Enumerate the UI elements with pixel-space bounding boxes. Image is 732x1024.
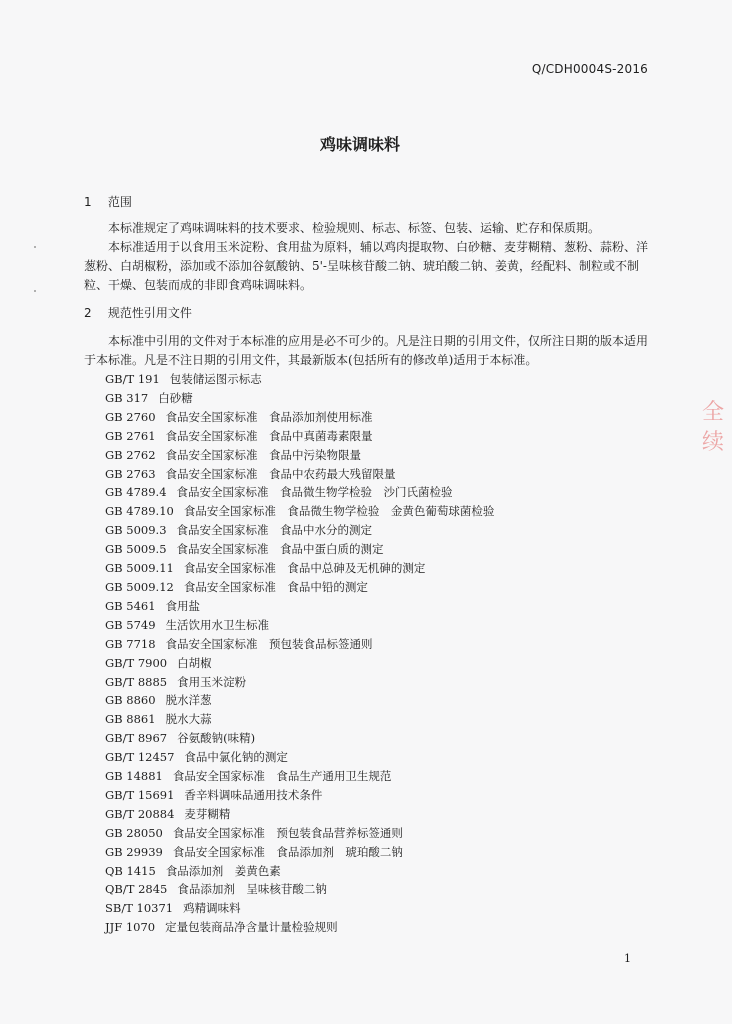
reference-title: 食品安全国家标准 食品中水分的测定 — [176, 523, 373, 538]
reference-item — [105, 899, 494, 918]
reference-title: 食用玉米淀粉 — [177, 674, 247, 689]
section-2-heading — [84, 304, 192, 321]
reference-title: 食品安全国家标准 食品中总砷及无机砷的测定 — [183, 561, 426, 576]
reference-title: 定量包装商品净含量计量检验规则 — [165, 920, 338, 935]
reference-title: 食品添加剂 姜黄色素 — [165, 863, 281, 878]
paragraph: 本标准适用于以食用玉米淀粉、食用盐为原料，辅以鸡肉提取物、白砂糖、麦芽糊精、葱粉、蒜粉、洋葱粉、白胡椒粉，添加或不添加谷氨酸钠、5'-呈味核苷酸二钠、琥珀酸二钠、姜黄，经配料、制粒或不制粒、干燥、包装而成的非即食鸡味调味料。 — [84, 240, 649, 292]
reference-code: GB 8861 — [105, 712, 156, 727]
section-1-heading — [84, 193, 132, 210]
reference-item — [105, 918, 494, 937]
reference-title: 脱水大蒜 — [165, 712, 212, 727]
reference-code: GB 14881 — [105, 769, 163, 784]
reference-title: 食品安全国家标准 食品添加剂 琥珀酸二钠 — [172, 844, 403, 859]
reference-item — [105, 559, 494, 578]
reference-item — [105, 767, 494, 786]
reference-item — [105, 843, 494, 862]
reference-code: GB 2763 — [105, 466, 156, 481]
reference-code: GB/T 8967 — [105, 731, 168, 746]
document-title: 鸡味调味料 — [319, 135, 400, 154]
reference-code: GB 8860 — [105, 693, 156, 708]
reference-title: 食品安全国家标准 食品中铅的测定 — [183, 579, 368, 594]
reference-code: GB 28050 — [105, 825, 163, 840]
reference-title: 鸡精调味料 — [183, 901, 241, 916]
reference-title: 食品安全国家标准 食品中污染物限量 — [165, 447, 362, 462]
reference-title: 食品安全国家标准 食品生产通用卫生规范 — [172, 769, 392, 784]
reference-title: 食品安全国家标准 食品微生物学检验 金黄色葡萄球菌检验 — [183, 504, 495, 519]
reference-title: 包装储运图示标志 — [169, 372, 262, 386]
reference-code: GB 317 — [105, 390, 149, 405]
reference-title: 食品中氯化钠的测定 — [184, 750, 288, 765]
paragraph: 本标准中引用的文件对于本标准的应用是必不可少的。凡是注日期的引用文件，仅所注日期的版本适用于本标准。凡是不注日期的引用文件，其最新版本(包括所有的修改单)适用于本标准。 — [84, 334, 649, 367]
reference-item — [105, 483, 494, 502]
reference-item — [105, 862, 494, 881]
reference-item — [105, 616, 494, 635]
reference-title: 食品安全国家标准 食品中蛋白质的测定 — [176, 542, 384, 557]
reference-item — [105, 880, 494, 899]
reference-title: 白胡椒 — [177, 655, 212, 670]
reference-item — [105, 729, 494, 748]
reference-code: QB 1415 — [105, 863, 156, 878]
reference-code: GB 5749 — [105, 617, 156, 632]
reference-title: 麦芽糊精 — [184, 806, 231, 821]
reference-title: 食品安全国家标准 食品微生物学检验 沙门氏菌检验 — [176, 485, 453, 500]
reference-code: GB/T 8885 — [105, 674, 168, 689]
scan-speck — [34, 290, 36, 292]
reference-code: GB 29939 — [105, 844, 163, 859]
reference-item — [105, 824, 494, 843]
reference-code: GB 4789.10 — [105, 504, 174, 519]
document-code: Q/CDH0004S-2016 — [531, 62, 648, 76]
reference-item — [105, 540, 494, 559]
reference-item — [105, 691, 494, 710]
reference-title: 食用盐 — [165, 598, 201, 613]
reference-item — [105, 635, 494, 654]
reference-code: SB/T 10371 — [105, 901, 174, 916]
reference-title: 食品安全国家标准 食品中真菌毒素限量 — [165, 428, 373, 443]
reference-code: GB 5009.3 — [105, 523, 167, 538]
reference-item — [105, 521, 494, 540]
reference-item — [105, 446, 494, 465]
reference-title: 白砂糖 — [158, 390, 193, 405]
reference-item — [105, 805, 494, 824]
reference-code: GB 7718 — [105, 636, 156, 651]
reference-title: 谷氨酸钠(味精) — [177, 731, 256, 746]
reference-item — [105, 389, 494, 408]
red-stamp-fragment: 全 续 — [702, 400, 725, 455]
section-title: 范围 — [107, 195, 132, 209]
page-number: 1 — [624, 952, 631, 965]
reference-code: GB 5461 — [105, 598, 156, 613]
reference-code: GB/T 191 — [105, 372, 160, 386]
reference-title: 生活饮用水卫生标准 — [165, 617, 270, 632]
reference-item — [105, 597, 494, 616]
reference-item — [105, 654, 494, 673]
reference-code: GB/T 7900 — [105, 655, 168, 670]
reference-item — [105, 578, 494, 597]
reference-title: 食品安全国家标准 预包装食品营养标签通则 — [172, 825, 403, 840]
reference-item — [105, 748, 494, 767]
reference-code: GB 5009.11 — [105, 561, 174, 576]
scan-speck — [34, 246, 36, 248]
reference-title: 脱水洋葱 — [165, 693, 212, 708]
reference-item — [105, 370, 494, 389]
reference-item — [105, 465, 494, 484]
reference-list — [105, 370, 494, 937]
reference-item — [105, 673, 494, 692]
section-title: 规范性引用文件 — [107, 306, 192, 320]
reference-item — [105, 502, 494, 521]
reference-code: GB/T 20884 — [105, 806, 175, 821]
reference-item — [105, 786, 494, 805]
reference-item — [105, 408, 494, 427]
reference-code: GB 5009.12 — [105, 579, 174, 594]
section-number: 1 — [84, 195, 92, 209]
reference-code: GB 4789.4 — [105, 485, 167, 500]
reference-item — [105, 427, 494, 446]
reference-code: JJF 1070 — [105, 920, 156, 935]
reference-code: GB 2762 — [105, 447, 156, 462]
reference-title: 香辛料调味品通用技术条件 — [184, 787, 323, 802]
paragraph: 本标准规定了鸡味调味料的技术要求、检验规则、标志、标签、包装、运输、贮存和保质期。 — [108, 221, 601, 235]
reference-title: 食品添加剂 呈味核苷酸二钠 — [177, 882, 327, 897]
reference-title: 食品安全国家标准 食品中农药最大残留限量 — [165, 466, 396, 481]
reference-item — [105, 710, 494, 729]
reference-title: 食品安全国家标准 食品添加剂使用标准 — [165, 409, 373, 424]
reference-title: 食品安全国家标准 预包装食品标签通则 — [165, 636, 373, 651]
reference-code: GB 2760 — [105, 409, 156, 424]
reference-code: GB 2761 — [105, 428, 156, 443]
reference-code: GB 5009.5 — [105, 542, 167, 557]
section-number: 2 — [84, 306, 92, 320]
reference-code: GB/T 15691 — [105, 787, 175, 802]
reference-code: GB/T 12457 — [105, 750, 175, 765]
reference-code: QB/T 2845 — [105, 882, 168, 897]
